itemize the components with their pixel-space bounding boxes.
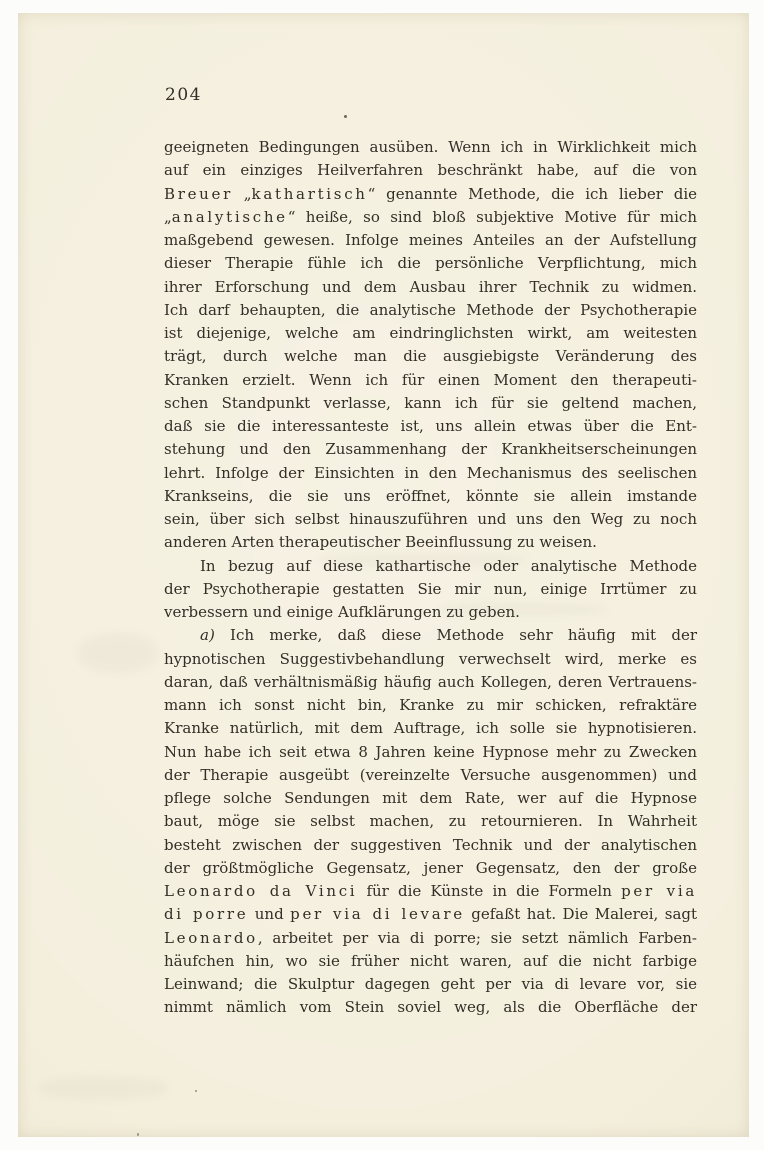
- emphasized-letterspaced-text: Leonardo: [164, 928, 258, 947]
- text-line: [164, 206, 697, 229]
- body-text: ihrer Erforschung und dem Ausbau ihrer Technik zu widmen.: [164, 277, 697, 296]
- body-text: stehung und den Zusammenhang der Krankheitserscheinungen: [164, 440, 697, 459]
- text-line: [164, 415, 697, 438]
- text-line: [164, 322, 697, 345]
- page-text: [164, 136, 697, 1020]
- body-text: daß sie die interessanteste ist, uns allein etwas über die Ent-: [164, 417, 697, 435]
- body-text: der Therapie ausgeübt (vereinzelte Versuche ausgenommen) und: [164, 765, 697, 784]
- body-text: lehrt. Infolge der Einsichten in den Mechanismus des seelischen: [164, 463, 697, 482]
- body-text: trägt, durch welche man die ausgiebigste Veränderung des: [164, 347, 697, 366]
- body-text: baut, möge sie selbst machen, zu retournieren. In Wahrheit: [164, 812, 697, 831]
- italic-text: a): [200, 626, 215, 645]
- text-line: [164, 276, 697, 299]
- body-text: anderen Arten therapeutischer Beeinflussung zu weisen.: [164, 533, 597, 552]
- text-line: [164, 671, 697, 694]
- body-text: dieser Therapie fühle ich die persönliche Verpflichtung, mich: [164, 254, 697, 273]
- body-text: schen Standpunkt verlasse, kann ich für sie geltend machen,: [164, 393, 697, 412]
- text-line: [164, 996, 697, 1019]
- body-text: maßgebend gewesen. Infolge meines Anteiles an der Aufstellung: [164, 231, 697, 249]
- body-text: Kranken erzielt. Wenn ich für einen Moment den therapeuti-: [164, 370, 697, 389]
- text-line: [164, 810, 697, 833]
- text-line: [164, 485, 697, 508]
- text-line: [164, 694, 697, 717]
- ink-speck: [195, 1090, 197, 1092]
- text-line: [164, 555, 697, 578]
- text-line: [164, 601, 697, 624]
- show-through-smudge: [38, 1076, 168, 1100]
- ink-speck: [344, 115, 347, 118]
- body-text: Nun habe ich seit etwa 8 Jahren keine Hypnose mehr zu Zwecken: [164, 742, 697, 761]
- body-text: „: [232, 184, 252, 203]
- text-line: [164, 927, 697, 950]
- body-text: daran, daß verhältnismäßig häufig auch Kollegen, deren Vertrauens-: [164, 672, 697, 691]
- text-line: [164, 229, 697, 252]
- text-line: [164, 508, 697, 531]
- emphasized-letterspaced-text: analytische: [171, 207, 288, 226]
- emphasized-letterspaced-text: Leonardo da Vinci: [164, 882, 358, 900]
- body-text: Krankseins, die sie uns eröffnet, könnte sie allein imstande: [164, 486, 697, 505]
- emphasized-letterspaced-text: di porre: [164, 905, 249, 924]
- body-text: für die Künste in die Formeln: [357, 882, 622, 900]
- text-line: [164, 183, 697, 206]
- body-text: mann ich sonst nicht bin, Kranke zu mir schicken, refraktäre: [164, 696, 697, 714]
- text-line: [164, 299, 697, 322]
- emphasized-letterspaced-text: Breuer: [164, 184, 233, 203]
- text-line: [164, 950, 697, 973]
- body-text: In bezug auf diese kathartische oder analytische Methode: [200, 556, 697, 575]
- ink-speck: [137, 1133, 139, 1136]
- text-line: [164, 764, 697, 787]
- text-line: [164, 531, 697, 554]
- body-text: Kranke natürlich, mit dem Auftrage, ich solle sie hypnotisieren.: [164, 719, 697, 738]
- body-text: geeigneten Bedingungen ausüben. Wenn ich in Wirklichkeit mich: [164, 138, 697, 156]
- text-line: [164, 834, 697, 857]
- body-text: und: [248, 905, 291, 924]
- body-text: Ich darf behaupten, die analytische Methode der Psychotherapie: [164, 300, 697, 319]
- body-text: der Psychotherapie gestatten Sie mir nun, einige Irrtümer zu: [164, 579, 697, 598]
- text-line: [164, 345, 697, 368]
- text-line: [164, 578, 697, 601]
- body-text: hypnotischen Suggestivbehandlung verwechselt wird, merke es: [164, 649, 697, 668]
- body-text: der größtmögliche Gegensatz, jener Gegensatz, den der große: [164, 858, 697, 877]
- text-line: [164, 252, 697, 275]
- text-line: [164, 462, 697, 485]
- body-text: , arbeitet per via di porre; sie setzt nämlich Farben-: [257, 928, 697, 947]
- body-text: “ heiße, so sind bloß subjektive Motive für mich: [287, 207, 697, 226]
- emphasized-letterspaced-text: per via: [621, 882, 697, 900]
- text-line: [164, 717, 697, 740]
- body-text: häufchen hin, wo sie früher nicht waren, auf die nicht farbige: [164, 951, 697, 970]
- text-line: [164, 392, 697, 415]
- page-number: 204: [165, 85, 202, 105]
- body-text: gefaßt hat. Die Malerei, sagt: [464, 905, 698, 924]
- scanned-page: [18, 13, 749, 1137]
- text-line: [164, 857, 697, 880]
- body-text: nimmt nämlich vom Stein soviel weg, als die Oberfläche der: [164, 998, 697, 1017]
- text-line: [164, 159, 697, 182]
- text-line: [164, 438, 697, 461]
- body-text: Ich merke, daß diese Methode sehr häufig mit der: [214, 626, 697, 645]
- body-text: ist diejenige, welche am eindringlichsten wirkt, am weitesten: [164, 324, 697, 342]
- body-text: pflege solche Sendungen mit dem Rate, wer auf die Hypnose: [164, 789, 697, 807]
- text-line: [164, 648, 697, 671]
- emphasized-letterspaced-text: kathartisch: [251, 184, 368, 203]
- body-text: auf ein einziges Heilverfahren beschränkt habe, auf die von: [164, 161, 697, 180]
- body-text: „: [164, 207, 172, 226]
- text-line: [164, 369, 697, 392]
- text-line: [164, 903, 697, 926]
- body-text: Leinwand; die Skulptur dagegen geht per via di levare vor, sie: [164, 975, 697, 993]
- body-text: “ genannte Methode, die ich lieber die: [367, 184, 697, 203]
- text-line: [164, 787, 697, 810]
- body-text: besteht zwischen der suggestiven Technik und der analytischen: [164, 835, 697, 854]
- text-line: [164, 624, 697, 647]
- emphasized-letterspaced-text: per via di levare: [290, 905, 465, 924]
- text-line: [164, 136, 697, 159]
- show-through-smudge: [78, 633, 158, 673]
- body-text: sein, über sich selbst hinauszuführen und uns den Weg zu noch: [164, 510, 697, 528]
- text-line: [164, 741, 697, 764]
- body-text: verbessern und einige Aufklärungen zu geben.: [164, 603, 520, 621]
- text-line: [164, 973, 697, 996]
- text-line: [164, 880, 697, 903]
